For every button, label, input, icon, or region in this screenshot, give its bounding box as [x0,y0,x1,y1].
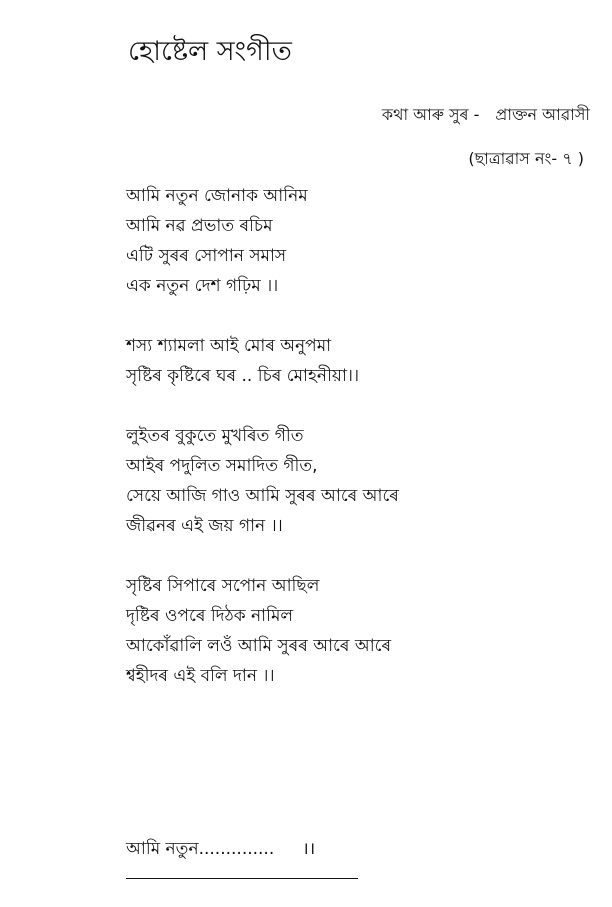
poem-line: সেয়ে আজি গাও আমি সুৰৰ আৰে আৰে [126,486,399,506]
refrain-end: ।। [302,839,316,859]
poem-line: দৃষ্টিৰ ওপৰে দিঠক নামিল [126,606,294,626]
closing-rule [126,878,358,879]
credit-line [382,103,590,127]
poem-line: আমি নৱ প্ৰভাত ৰচিম [126,216,273,236]
poem-line: সৃষ্টিৰ কৃষ্টিৰে ঘৰ .. চিৰ মোহনীয়া।। [126,366,360,386]
stanza-3 [126,421,596,541]
stanza-4 [126,571,596,691]
stanza-2 [126,331,596,391]
poem-line: এটি সুৰৰ সোপান সমাস [126,246,287,266]
poem-line: আমি নতুন জোনাক আনিম [126,186,308,206]
credit-author: প্ৰাক্তন আৱাসী [495,105,590,124]
poem-line: এক নতুন দেশ গঢ়িম ।। [126,276,279,296]
poem-line: আইৰ পদুলিত সমাদিত গীত, [126,456,318,476]
poem-line: জীৱনৰ এই জয় গান ।। [126,516,283,536]
song-title: হোষ্টেল সংগীত [128,36,292,67]
poem-line: শ্বহীদৰ এই বলি দান ।। [126,666,275,686]
poem-body [126,181,596,691]
credit-label: কথা আৰু সুৰ - [381,105,480,124]
poem-line: শস্য শ্যামলা আই মোৰ অনুপমা [126,336,332,356]
poem-line: সৃষ্টিৰ সিপাৰে সপোন আছিল [126,576,320,596]
poem-line: আকোঁৱালি লওঁ আমি সুৰৰ আৰে আৰে [126,636,392,656]
hostel-number: (ছাত্ৰাৱাস নং- ৭ ) [468,149,584,168]
stanza-1 [126,181,596,301]
poem-line: লুইতৰ বুকুতে মুখৰিত গীত [126,426,304,446]
refrain-line [126,834,315,864]
refrain-text: আমি নতুন.............. [126,839,275,859]
